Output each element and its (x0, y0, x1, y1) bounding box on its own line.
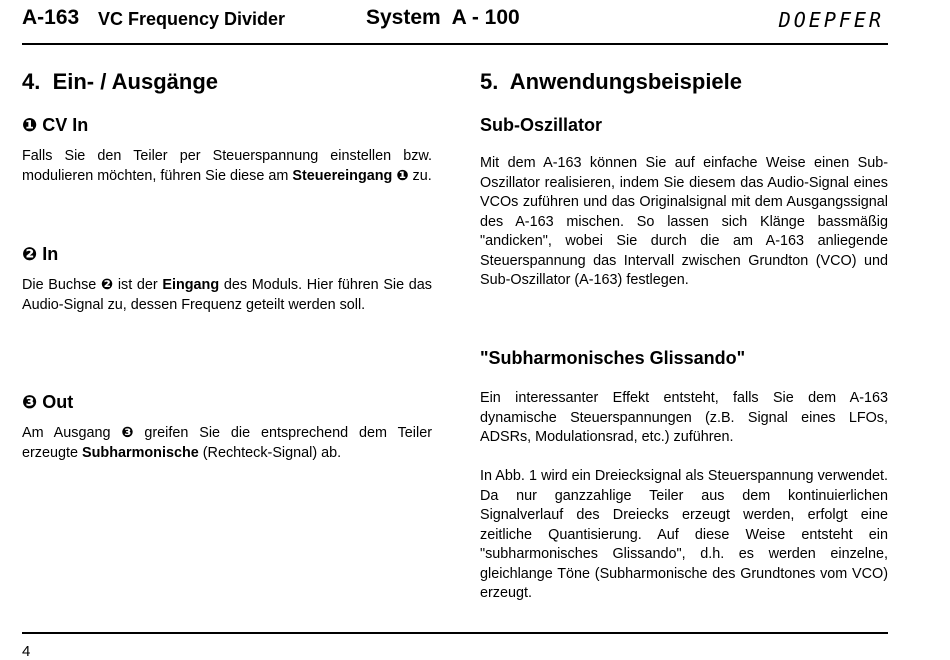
out-heading: ❸ Out (22, 392, 74, 412)
marker-2: ❷ (100, 277, 114, 293)
marker-1: ❶ (396, 167, 409, 184)
marker-3: ❸ (121, 425, 134, 441)
right-column (480, 68, 888, 601)
out-text (22, 424, 432, 463)
left-column (22, 68, 432, 461)
module-name: VC Frequency Divider (98, 9, 286, 29)
glissando-text-1: Ein interessanter Effekt entsteht, falls Sie dem A-163 dynamische Steuerspannungen (z.B. Signal eines LFOs, ADSRs, Modulationsrad, etc.) zuführen. (480, 390, 888, 445)
out-text-part: (Rechteck-Signal) ab. (198, 444, 342, 461)
out-text-part: Am Ausgang (22, 425, 122, 441)
page-number: 4 (22, 643, 31, 660)
cv-in-bold-term: Steuereingang (292, 167, 393, 184)
section-title-examples: 5. Anwendungsbeispiele (480, 69, 743, 94)
cv-in-heading: ❶ CV In (22, 115, 89, 135)
cv-in-text (22, 147, 432, 186)
in-bold-term: Eingang (162, 277, 220, 293)
sub-oscillator-heading: Sub-Oszillator (480, 115, 603, 135)
footer-divider (22, 632, 888, 634)
in-text (22, 276, 432, 315)
header-divider (22, 43, 888, 45)
in-text-part: ist der (113, 277, 163, 293)
module-model: A-163 (22, 6, 80, 29)
glissando-heading: "Subharmonisches Glissando" (480, 348, 746, 368)
out-bold-term: Subharmonische (82, 444, 199, 461)
in-text-part: des Moduls. Hier führen Sie das Audio-Signal zu, dessen Frequenz geteilt werden soll. (22, 277, 432, 313)
section-title-io: 4. Ein- / Ausgänge (22, 69, 218, 94)
out-text-part: greifen Sie die entsprechend dem Teiler erzeugte (22, 425, 432, 461)
in-text-part: Die Buchse (22, 277, 101, 293)
brand-logo: DOEPFER (778, 8, 884, 32)
cv-in-text-part: Falls Sie den Teiler per Steuerspannung einstellen bzw. modulieren möchten, führen Sie diese am (22, 148, 432, 184)
in-heading: ❷ In (22, 244, 59, 264)
page-header (22, 6, 888, 36)
system-title: System A - 100 (366, 6, 520, 29)
glissando-text-2: In Abb. 1 wird ein Dreiecksignal als Steuerspannung verwendet. Da nur ganzzahlige Teiler aus dem kontinuierlichen Signalverlauf des Dreiecks erzeugt werden, erfolgt eine zeitliche Quantisierung. Auf diese Weise entsteht ein "subharmonisches Glissando", d.h. es werden einzelne, gleichlange Töne (Subharmonische des Grundtones vom VCO) erzeugt. (480, 468, 888, 601)
sub-oscillator-text: Mit dem A-163 können Sie auf einfache Weise einen Sub-Oszillator realisieren, indem Sie diesem das Audio-Signal eines VCOs zuführen und das Originalsignal mit dem Ausgangssignal des A-163 mischen. So lassen sich Klänge bassmäßig "andicken", wobei Sie durch die am A-163 anliegende Steuerspannung das Intervall zwischen Grundton (VCO) und Sub-Oszillator (A-163) festlegen. (480, 155, 888, 288)
cv-in-text-end: zu. (408, 167, 432, 184)
